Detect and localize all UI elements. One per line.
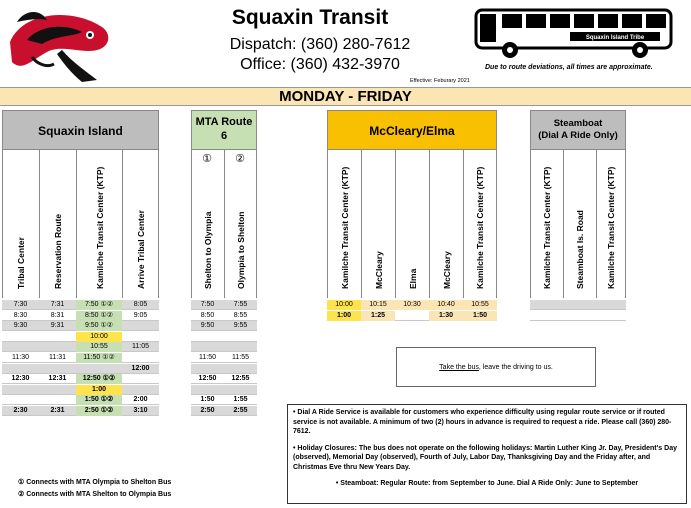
mccleary-column-label: Kamilche Transit Center (KTP) [475, 166, 485, 289]
time-cell: 8:30 [13, 311, 28, 319]
time-cell: 10:00 [327, 300, 361, 310]
mta-column-header-1 [191, 150, 224, 298]
time-cell: 11:55 [232, 354, 249, 361]
group-squaxin-island: Squaxin Island [2, 110, 159, 150]
time-cell: 1:25 [361, 311, 395, 321]
time-cell: 12:00 [131, 364, 150, 372]
time-cell [122, 374, 159, 384]
time-cell [191, 332, 224, 342]
time-cell [39, 332, 76, 342]
time-cell: 7:31 [50, 301, 65, 308]
time-cell: 9:05 [133, 311, 148, 319]
time-cell: 9:50 ①② [76, 321, 122, 331]
day-band: MONDAY - FRIDAY [0, 87, 691, 106]
time-cell [224, 385, 257, 395]
time-cell [2, 395, 39, 405]
time-cell: 2:50 ①② [76, 406, 122, 416]
time-cell: 7:55 [233, 301, 248, 308]
time-cell [2, 342, 39, 352]
mta-column-header-2 [224, 150, 257, 298]
steamboat-column-label: Kamilche Transit Center (KTP) [606, 166, 616, 289]
holiday-note: • Holiday Closures: The bus does not operate on the following holidays: Martin Luther King Jr. Day, President's Day (observed), Memorial Day (observed), Fourth of July, Labor Day, Thanksgiving Day and the Friday after, and Christmas Eve thru New Years Day. [293, 444, 677, 471]
squaxin-column-header-4 [122, 150, 159, 298]
time-cell [224, 342, 257, 352]
squaxin-column-label: Arrive Tribal Center [135, 210, 146, 289]
time-cell [191, 364, 224, 374]
time-cell: 10:55 [76, 342, 122, 352]
time-cell: 9:31 [50, 322, 65, 330]
mccleary-column-header-5 [463, 150, 497, 298]
time-cell: 9:55 [233, 322, 248, 330]
time-cell [39, 342, 76, 352]
steamboat-column-header-1 [530, 150, 563, 298]
steamboat-column-header-2 [563, 150, 596, 298]
bus-icon [470, 4, 675, 62]
mta-column-label: Olympia to Shelton [235, 211, 246, 289]
time-cell: 12:31 [48, 375, 67, 383]
time-cell: 12:30 [11, 375, 30, 383]
time-cell: 2:55 [233, 407, 248, 414]
time-cell: 10:15 [361, 300, 395, 310]
time-cell [224, 332, 257, 342]
mccleary-column-label: Kamilche Transit Center (KTP) [339, 166, 350, 289]
effective-date: Effective: Feburary 2021 [410, 78, 470, 84]
time-cell: 8:31 [50, 311, 65, 319]
info-box [287, 404, 687, 504]
time-cell: 11:30 [12, 354, 29, 361]
time-cell [39, 364, 76, 374]
steamboat-note: • Steamboat: Regular Route: from September to June. Dial A Ride Only: June to September [335, 480, 639, 487]
squaxin-column-label: Kamilche Transit Center (KTP) [94, 166, 105, 289]
time-cell [76, 364, 122, 374]
time-cell: 8:50 ①② [76, 311, 122, 321]
steamboat-title: Steamboat [553, 118, 603, 129]
mta-route-marker: ① [202, 153, 212, 165]
time-cell [2, 364, 39, 374]
squaxin-column-header-1 [2, 150, 39, 298]
time-cell: 7:50 [200, 301, 215, 308]
time-cell [39, 395, 76, 405]
steamboat-subtitle: (Dial A Ride Only) [538, 130, 618, 141]
table-row [530, 300, 626, 310]
mta-route-marker: ② [235, 153, 245, 165]
mccleary-column-label: McCleary [373, 251, 384, 289]
dial-a-ride-note: • Dial A Ride Service is available for customers who experience difficulty using regular route service or if routed service is not available. A minimum of two (2) hours in advance is required to request a ride. Please call (360) 280-7612. [293, 409, 672, 435]
time-cell: 2:31 [50, 407, 65, 414]
time-cell [122, 321, 159, 331]
time-cell: 1:55 [233, 396, 248, 404]
time-cell: 12:55 [231, 375, 250, 383]
time-cell: 3:10 [133, 407, 148, 414]
legend-item-2: ② Connects with MTA Shelton to Olympia Bus [18, 491, 172, 498]
time-cell: 1:30 [429, 311, 463, 321]
time-cell [2, 332, 39, 342]
steamboat-column-label: Steamboat Is. Road [575, 210, 585, 289]
time-cell [122, 353, 159, 363]
time-cell: 7:30 [13, 301, 28, 308]
squaxin-column-label: Tribal Center [16, 237, 26, 289]
time-cell: 10:40 [429, 300, 463, 310]
steamboat-column-label: Kamilche Transit Center (KTP) [542, 166, 552, 289]
time-cell: 1:50 ①② [76, 395, 122, 405]
squaxin-column-header-2 [39, 150, 76, 298]
steamboat-column-header-3 [596, 150, 626, 298]
time-cell: 12:50 [198, 375, 217, 383]
mccleary-column-label: McCleary [441, 251, 452, 289]
office-phone: Office: (360) 432-3970 [240, 56, 400, 73]
time-cell: 9:30 [13, 322, 28, 330]
bus-logo-text: Squaxin Island Tribe [585, 35, 645, 41]
mccleary-column-label: Elma [407, 268, 418, 289]
squaxin-column-header-3 [76, 150, 122, 298]
time-cell [122, 332, 159, 342]
time-cell: 11:05 [132, 343, 149, 351]
time-cell [395, 311, 429, 321]
slogan-rest: , leave the driving to us. [478, 364, 553, 371]
legend-item-1: ① Connects with MTA Olympia to Shelton Bus [18, 479, 172, 486]
time-cell: 8:05 [133, 301, 148, 308]
time-cell [122, 385, 159, 395]
time-cell: 11:50 [199, 354, 216, 361]
group-steamboat [530, 110, 626, 150]
squaxin-column-label: Reservation Route [53, 213, 63, 289]
time-cell: 8:55 [233, 311, 248, 319]
time-cell: 8:50 [200, 311, 215, 319]
slogan-link: Take the bus [439, 364, 479, 371]
time-cell: 1:00 [76, 385, 122, 395]
group-mta-route-6: MTA Route 6 [191, 110, 257, 150]
time-cell: 9:50 [200, 322, 215, 330]
slogan-box [396, 347, 596, 387]
table-row [530, 311, 626, 321]
mccleary-column-header-2 [361, 150, 395, 298]
time-cell: 7:50 ①② [76, 300, 122, 310]
time-cell: 2:00 [133, 396, 148, 404]
time-cell: 2:30 [13, 407, 28, 414]
group-mccleary-elma: McCleary/Elma [327, 110, 497, 150]
time-cell: 10:30 [395, 300, 429, 310]
time-cell: 1:50 [463, 311, 497, 321]
time-cell [191, 385, 224, 395]
time-cell: 1:50 [200, 396, 215, 404]
page-title: Squaxin Transit [231, 6, 389, 29]
time-cell: 10:55 [463, 300, 497, 310]
time-cell: 2:50 [200, 407, 215, 414]
time-cell: 10:00 [76, 332, 122, 342]
time-cell: 12:50 ①② [76, 374, 122, 384]
time-cell: 11:31 [49, 354, 66, 361]
mccleary-column-header-3 [395, 150, 429, 298]
dispatch-phone: Dispatch: (360) 280-7612 [229, 36, 411, 53]
mccleary-column-header-4 [429, 150, 463, 298]
time-cell: 11:50 ①② [76, 353, 122, 363]
time-cell: 1:00 [327, 311, 361, 321]
time-cell [191, 342, 224, 352]
time-cell [224, 364, 257, 374]
orca-logo-icon [2, 2, 117, 84]
time-cell [2, 385, 39, 395]
time-cell [39, 385, 76, 395]
mccleary-column-header-1 [327, 150, 361, 298]
mta-column-label: Shelton to Olympia [203, 211, 213, 289]
disclaimer: Due to route deviations, all times are approximate. [485, 64, 653, 71]
